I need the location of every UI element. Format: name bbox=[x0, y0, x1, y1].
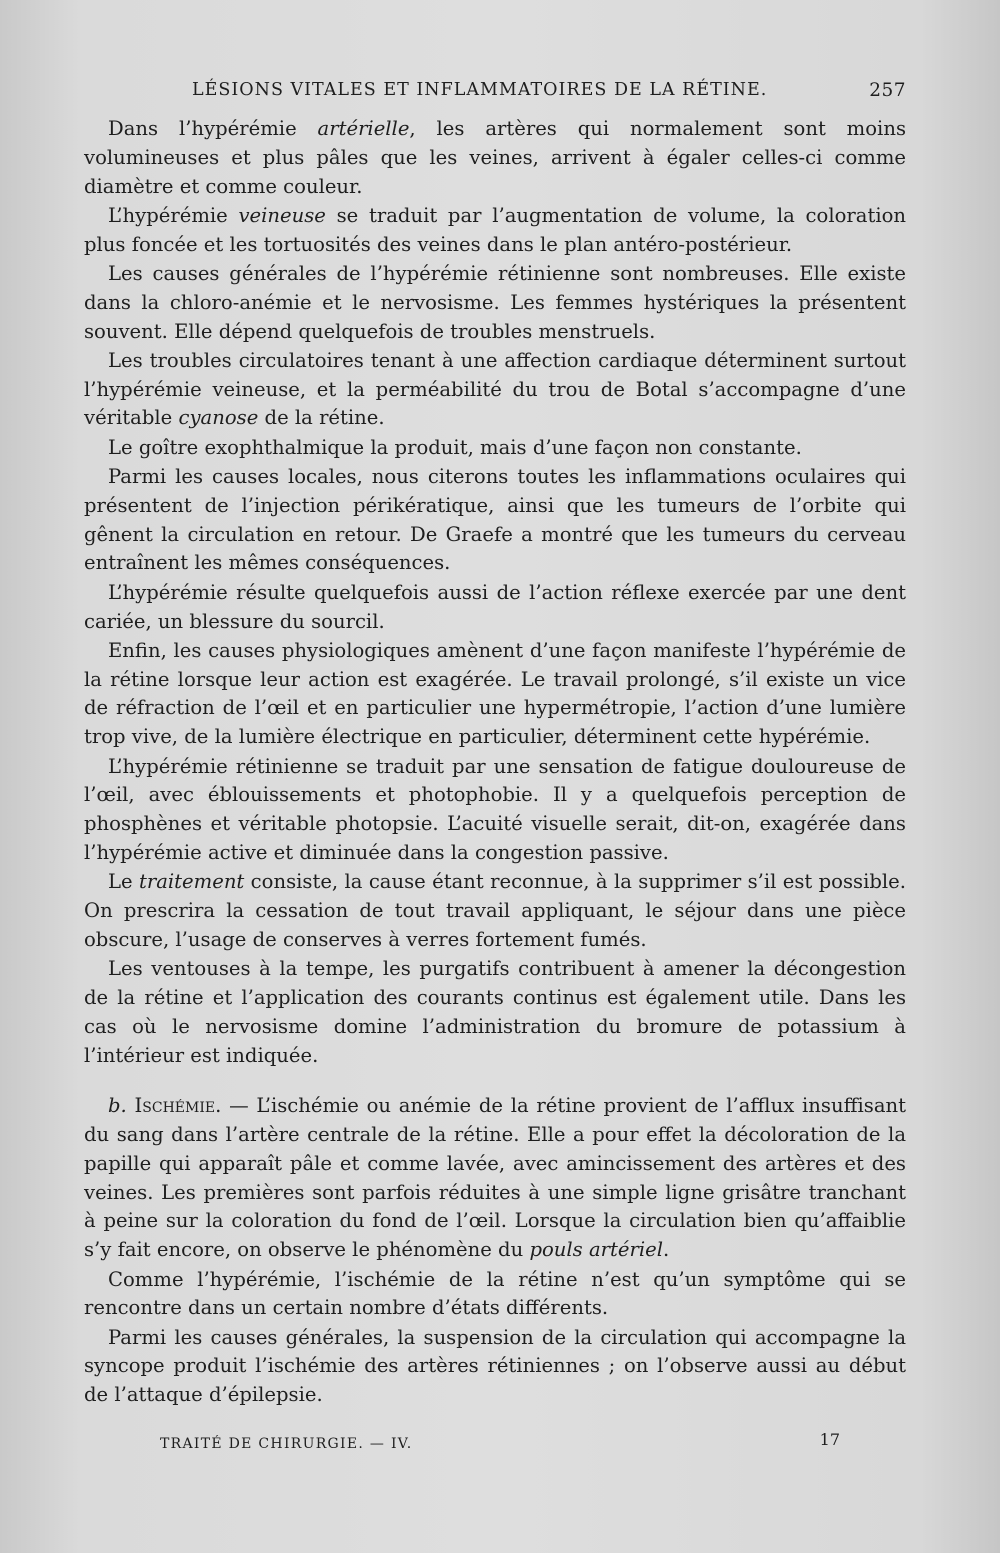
paragraph bbox=[84, 202, 906, 260]
italic-run: veineuse bbox=[238, 203, 326, 227]
paragraph bbox=[84, 260, 906, 346]
text-run: L’hypérémie résulte quelquefois aussi de l’action réflexe exercée par une dent cariée, un blessure du sourcil. bbox=[84, 580, 906, 633]
italic-run: traitement bbox=[138, 870, 245, 894]
text-run: Les causes générales de l’hypérémie rétinienne sont nombreuses. Elle existe dans la chloro-anémie et le nervosisme. Les femmes hystériques la présentent souvent. Elle dépend quelquefois de troubles menstruels. bbox=[84, 261, 906, 343]
paragraph bbox=[84, 579, 906, 637]
section-heading: Ischémie. bbox=[134, 1094, 222, 1118]
paragraph bbox=[84, 1092, 906, 1265]
signature-mark: 17 bbox=[819, 1430, 840, 1449]
paragraph bbox=[84, 753, 906, 868]
text-run: se traduit par l’augmentation de volume, la coloration plus foncée et les tortuosités des veines dans le plan antéro-postérieur. bbox=[84, 203, 906, 256]
text-run: Dans l’hypérémie bbox=[108, 117, 318, 140]
italic-run: artérielle bbox=[317, 117, 410, 140]
text-run: consiste, la cause étant reconnue, à la supprimer s’il est possible. On prescrira la cessation de tout travail appliquant, le séjour dans une pièce obscure, l’usage de conserves à verres fortement fumés. bbox=[84, 870, 906, 951]
body-text bbox=[84, 115, 906, 1411]
text-run: Comme l’hypérémie, l’ischémie de la rétine n’est qu’un symptôme qui se rencontre dans un certain nombre d’états différents. bbox=[84, 1267, 906, 1320]
footer-collection-title: TRAITÉ DE CHIRURGIE. — IV. bbox=[160, 1436, 413, 1452]
page-number: 257 bbox=[869, 80, 906, 101]
text-run: de la rétine. bbox=[258, 406, 385, 430]
paragraph bbox=[84, 347, 906, 433]
paragraph bbox=[84, 637, 906, 752]
paragraph bbox=[84, 1266, 906, 1324]
text-run: — L’ischémie ou anémie de la rétine provient de l’afflux insuffisant du sang dans l’artère centrale de la rétine. Elle a pour effet la décoloration de la papille qui apparaît pâle et comme lavée, avec amincissement des artères et des veines. Les premières sont parfois réduites à une simple ligne grisâtre tranchant à peine sur la coloration du fond de l’œil. Lorsque la circulation bien qu’affaiblie s’y fait encore, on observe le phénomène du bbox=[84, 1094, 906, 1262]
paragraph bbox=[84, 463, 906, 578]
text-run: L’hypérémie bbox=[108, 203, 239, 227]
text-run: Les ventouses à la tempe, les purgatifs contribuent à amener la décongestion de la rétine et l’application des courants continus est également utile. Dans les cas où le nervosisme domine l’administration du bromure de potassium à l’intérieur est indiquée. bbox=[84, 957, 906, 1067]
page-footer bbox=[160, 1430, 840, 1460]
text-run: . bbox=[662, 1238, 670, 1262]
paragraph bbox=[84, 115, 906, 201]
italic-run: pouls artériel bbox=[529, 1238, 663, 1262]
text-run: L’hypérémie rétinienne se traduit par une sensation de fatigue douloureuse de l’œil, avec éblouissements et photophobie. Il y a quelquefois perception de phosphènes et véritable photopsie. L’acuité visuelle serait, dit-on, exagérée dans l’hypérémie active et diminuée dans la congestion passive. bbox=[84, 754, 906, 864]
text-run: Enfin, les causes physiologiques amènent d’une façon manifeste l’hypérémie de la rétine lorsque leur action est exagérée. Le travail prolongé, s’il existe un vice de réfraction de l’œil et en particulier une hypermétropie, l’action d’une lumière trop vive, de la lumière électrique en particulier, déterminent cette hypérémie. bbox=[84, 638, 906, 749]
text-run: Le goître exophthalmique la produit, mais d’une façon non constante. bbox=[108, 435, 802, 459]
text-run: Parmi les causes générales, la suspension de la circulation qui accompagne la syncope produit l’ischémie des artères rétiniennes ; on l’observe aussi au début de l’attaque d’épilepsie. bbox=[84, 1325, 906, 1407]
text-run: Le bbox=[108, 870, 139, 894]
paragraph bbox=[84, 434, 906, 463]
text-run: Parmi les causes locales, nous citerons toutes les inflammations oculaires qui présentent de l’injection périkératique, ainsi que les tumeurs de l’orbite qui gênent la circulation en retour. De Graefe a montré que les tumeurs du cerveau entraînent les mêmes conséquences. bbox=[84, 465, 906, 575]
paragraph bbox=[84, 1324, 906, 1410]
paragraph bbox=[84, 868, 906, 954]
paragraph bbox=[84, 955, 906, 1070]
text-run: Les troubles circulatoires tenant à une affection cardiaque déterminent surtout l’hypérémie veineuse, et la perméabilité du trou de Botal s’accompagne d’une véritable bbox=[84, 348, 906, 430]
italic-run: cyanose bbox=[178, 406, 259, 430]
text-run: , les artères qui normalement sont moins volumineuses et plus pâles que les veines, arrivent à égaler celles-ci comme diamètre et comme couleur. bbox=[84, 117, 907, 198]
running-head-title: LÉSIONS VITALES ET INFLAMMATOIRES DE LA RÉTINE. bbox=[192, 80, 768, 100]
text-run bbox=[127, 1094, 135, 1117]
running-head bbox=[88, 80, 906, 106]
italic-run: b. bbox=[108, 1094, 127, 1118]
